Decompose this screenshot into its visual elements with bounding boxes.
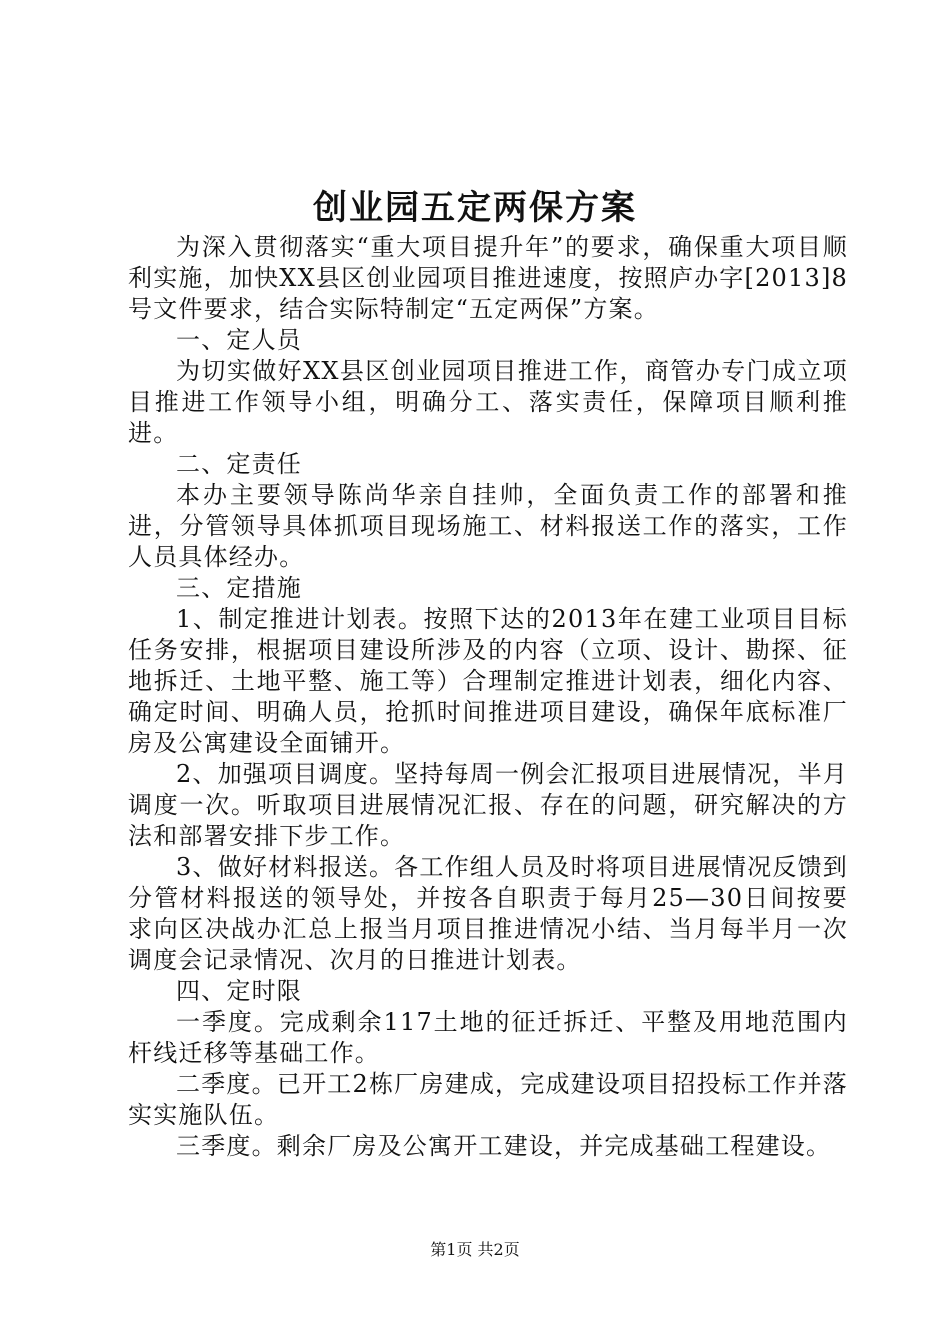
- section-heading-timeline: 四、定时限: [176, 977, 302, 1005]
- section-paragraph: 二季度。已开工2栋厂房建成，完成建设项目招投标工作并落实实施队伍。: [128, 1070, 848, 1129]
- section-heading-measures: 三、定措施: [176, 574, 302, 602]
- section-heading-personnel: 一、定人员: [176, 326, 302, 354]
- intro-paragraph: 为深入贯彻落实“重大项目提升年”的要求，确保重大项目顺利实施，加快XX县区创业园项目推进速度，按照庐办字[2013]8号文件要求，结合实际特制定“五定两保”方案。: [128, 233, 848, 323]
- section-paragraph: 2、加强项目调度。坚持每周一例会汇报项目进展情况，半月调度一次。听取项目进展情况汇报、存在的问题，研究解决的方法和部署安排下步工作。: [128, 760, 848, 850]
- section-paragraph: 为切实做好XX县区创业园项目推进工作，商管办专门成立项目推进工作领导小组，明确分工、落实责任，保障项目顺利推进。: [128, 357, 848, 447]
- section-paragraph: 1、制定推进计划表。按照下达的2013年在建工业项目目标任务安排，根据项目建设所涉及的内容（立项、设计、勘探、征地拆迁、土地平整、施工等）合理制定推进计划表，细化内容、确定时间、明确人员，抢抓时间推进项目建设，确保年底标准厂房及公寓建设全面铺开。: [128, 605, 848, 757]
- section-paragraph: 一季度。完成剩余117土地的征迁拆迁、平整及用地范围内杆线迁移等基础工作。: [128, 1008, 848, 1067]
- document-body: [128, 232, 848, 1162]
- section-paragraph: 本办主要领导陈尚华亲自挂帅，全面负责工作的部署和推进，分管领导具体抓项目现场施工、材料报送工作的落实，工作人员具体经办。: [128, 481, 848, 571]
- document-title: 创业园五定两保方案: [313, 188, 637, 228]
- section-heading-responsibility: 二、定责任: [176, 450, 302, 478]
- page-number-footer: 第1页 共2页: [430, 1240, 520, 1259]
- section-paragraph: 3、做好材料报送。各工作组人员及时将项目进展情况反馈到分管材料报送的领导处，并按各自职责于每月25—30日间按要求向区决战办汇总上报当月项目推进情况小结、当月每半月一次调度会记录情况、次月的日推进计划表。: [128, 853, 848, 974]
- section-paragraph: 三季度。剩余厂房及公寓开工建设，并完成基础工程建设。: [176, 1132, 832, 1160]
